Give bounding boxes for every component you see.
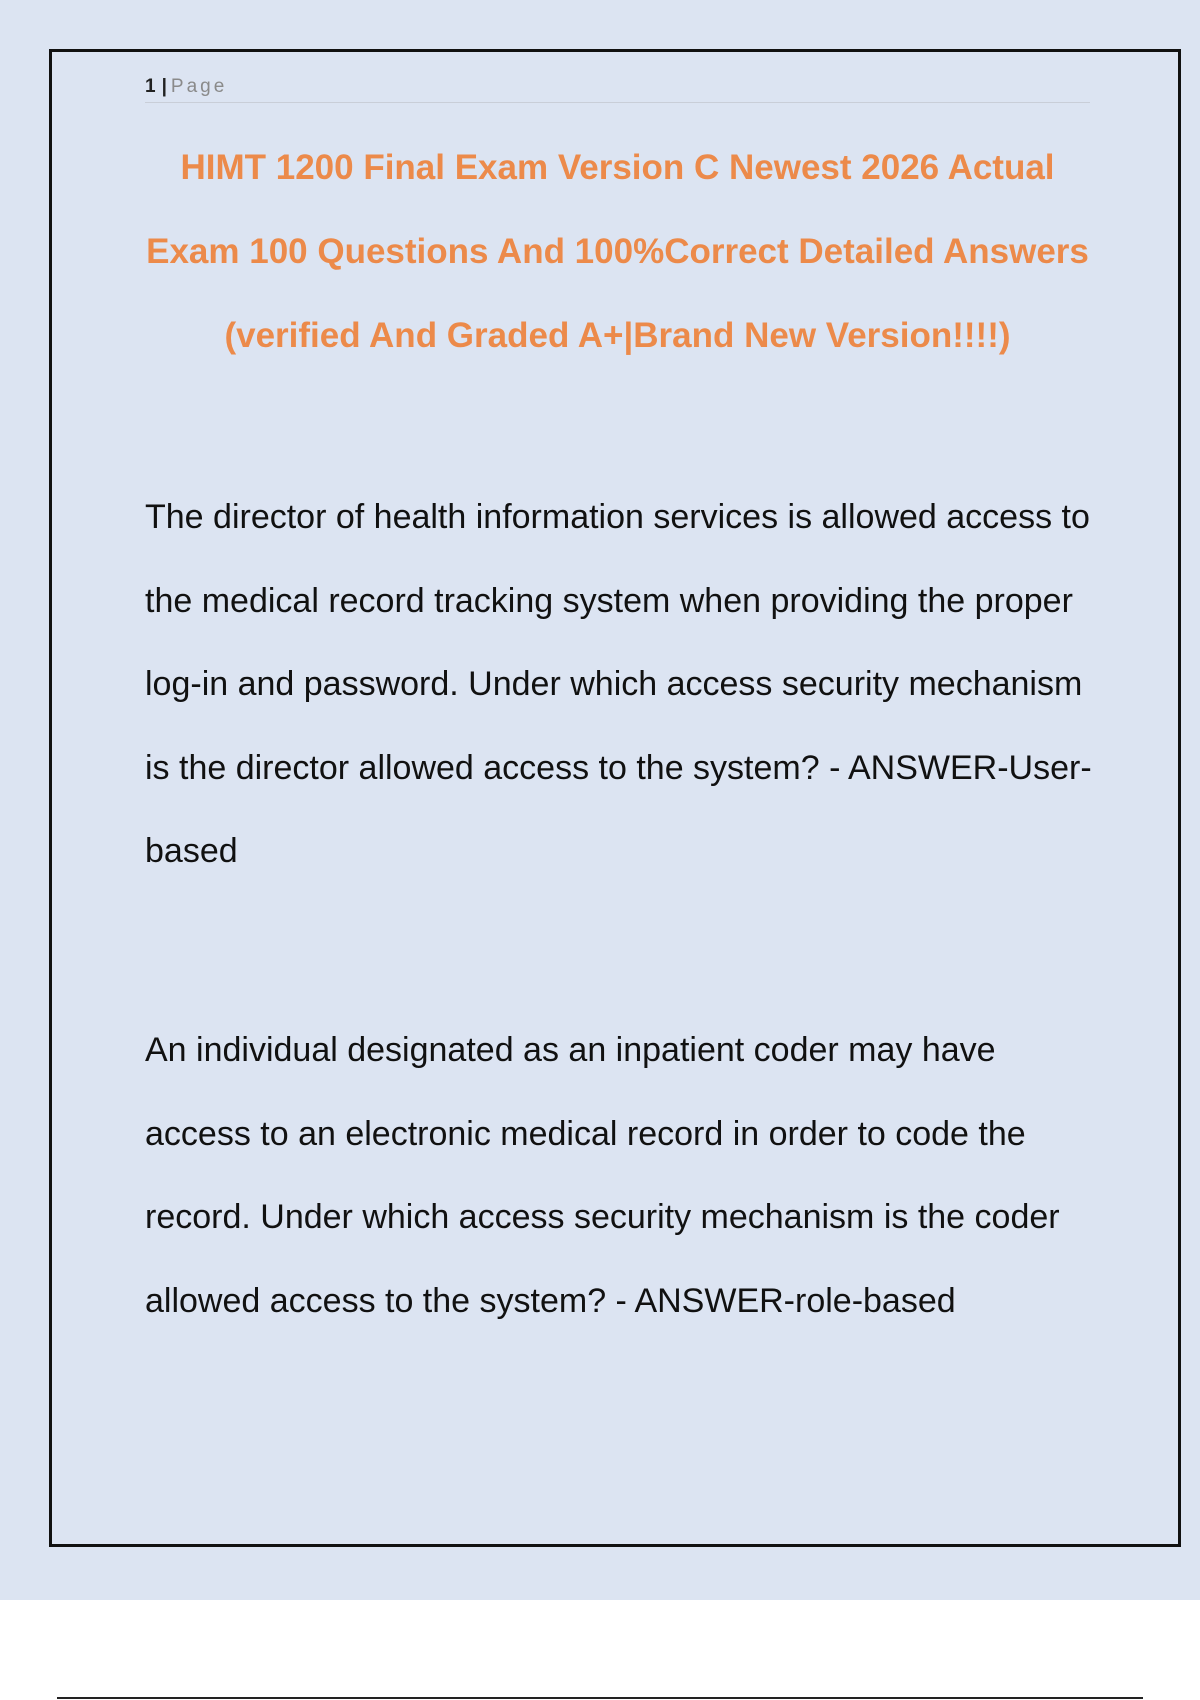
page-header-separator: | [161,76,167,97]
question-answer-1: The director of health information services is allowed access to the medical record tracking system when providing the proper log-in and password. Under which access security mechanism is the director allowed access to the system? - ANSWER-User-based [145,498,1092,870]
page-number: 1 [145,76,156,97]
document-title: HIMT 1200 Final Exam Version C Newest 2026 Actual Exam 100 Questions And 100%Correct Detailed Answers (verified And Graded A+|Brand New Version!!!!) [146,148,1089,355]
page-label: Page [170,76,228,97]
footer-divider [57,1697,1143,1699]
question-answer-2: An individual designated as an inpatient coder may have access to an electronic medical record in order to code the record. Under which access security mechanism is the coder allowed access to the system? - ANSWER-role-based [145,1031,1060,1320]
page-header [145,74,1090,103]
